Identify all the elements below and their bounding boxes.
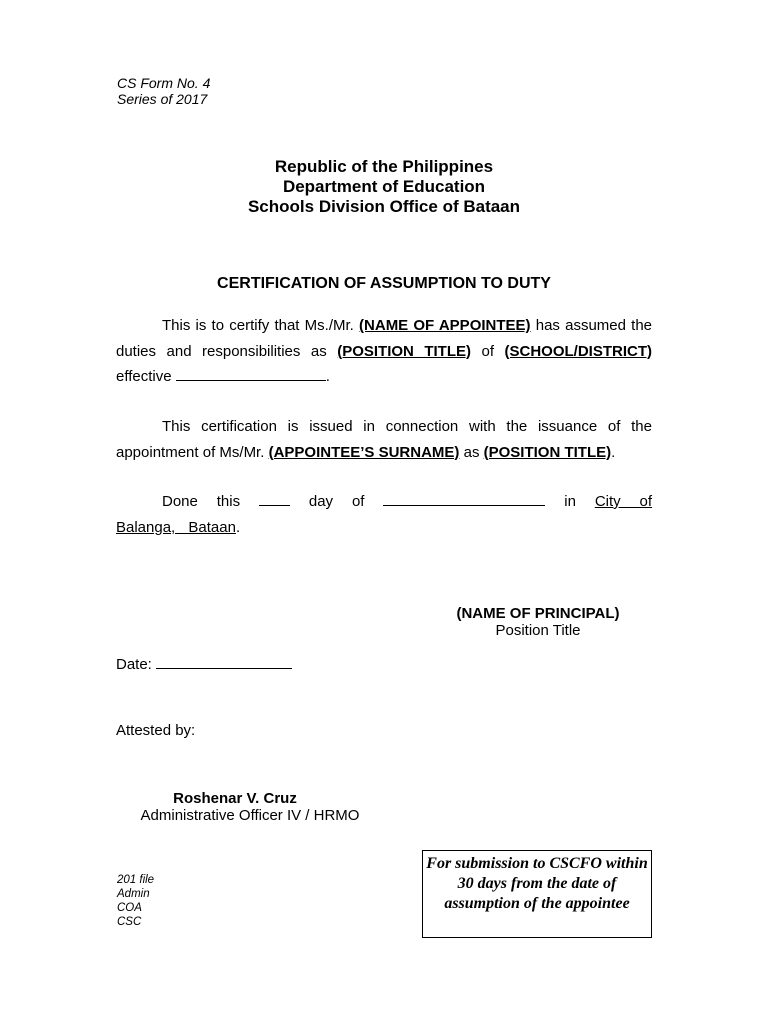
done-label: Done this <box>162 493 241 510</box>
principal-signature-block <box>420 605 656 639</box>
para1-text-2: has assumed the duties and responsibilities as <box>116 317 653 360</box>
effective-label: effective <box>116 368 172 385</box>
appointee-surname-field: (APPOINTEE’S SURNAME) <box>268 443 460 461</box>
place-text: City of Balanga, Bataan <box>116 493 653 536</box>
done-paragraph <box>116 489 652 540</box>
distribution-list <box>117 873 154 929</box>
issuance-paragraph <box>116 414 652 465</box>
letterhead <box>0 157 768 217</box>
letterhead-department: Department of Education <box>282 177 486 196</box>
principal-name: (NAME OF PRINCIPAL) <box>456 605 620 622</box>
para1-period: . <box>325 368 330 385</box>
submission-notice-text: For submission to CSCFO within 30 days from the date of assumption of the appointee <box>426 855 648 912</box>
letterhead-division: Schools Division Office of Bataan <box>247 197 521 216</box>
in-label: in <box>564 493 576 510</box>
effective-date-blank[interactable] <box>176 366 326 381</box>
position-title-field-2: (POSITION TITLE) <box>483 443 612 461</box>
officer-signature-block <box>116 790 384 824</box>
attested-by-label: Attested by: <box>116 722 196 739</box>
officer-position: Administrative Officer IV / HRMO <box>140 807 360 824</box>
form-identifier <box>117 75 210 107</box>
para1-text-3: of <box>481 342 495 360</box>
distribution-item: CSC <box>117 916 142 928</box>
day-blank[interactable] <box>259 491 290 506</box>
form-series: Series of 2017 <box>117 91 208 107</box>
school-district-field: (SCHOOL/DISTRICT) <box>504 342 652 360</box>
date-line <box>116 654 292 673</box>
submission-notice-box <box>422 850 652 938</box>
para2-period: . <box>611 443 616 461</box>
para1-text: This is to certify that Ms./Mr. <box>162 317 354 334</box>
letterhead-republic: Republic of the Philippines <box>274 157 494 176</box>
principal-position: Position Title <box>495 622 581 639</box>
distribution-item: Admin <box>117 888 150 900</box>
position-title-field: (POSITION TITLE) <box>337 342 472 360</box>
form-number: CS Form No. 4 <box>117 75 211 91</box>
distribution-item: 201 file <box>117 874 155 886</box>
para2-text-2: as <box>463 443 480 461</box>
para3-period: . <box>235 518 241 536</box>
day-of-label: day of <box>308 493 365 510</box>
para2-text: This certification is issued in connection with the issuance of the appointment of Ms/Mr. <box>116 418 652 461</box>
certification-paragraph <box>116 313 652 390</box>
date-blank[interactable] <box>156 654 292 669</box>
appointee-name-field: (NAME OF APPOINTEE) <box>359 317 531 334</box>
date-label: Date: <box>116 656 152 673</box>
document-title: CERTIFICATION OF ASSUMPTION TO DUTY <box>217 275 551 292</box>
distribution-item: COA <box>117 902 142 914</box>
month-year-blank[interactable] <box>383 491 545 506</box>
officer-name: Roshenar V. Cruz <box>173 790 297 807</box>
